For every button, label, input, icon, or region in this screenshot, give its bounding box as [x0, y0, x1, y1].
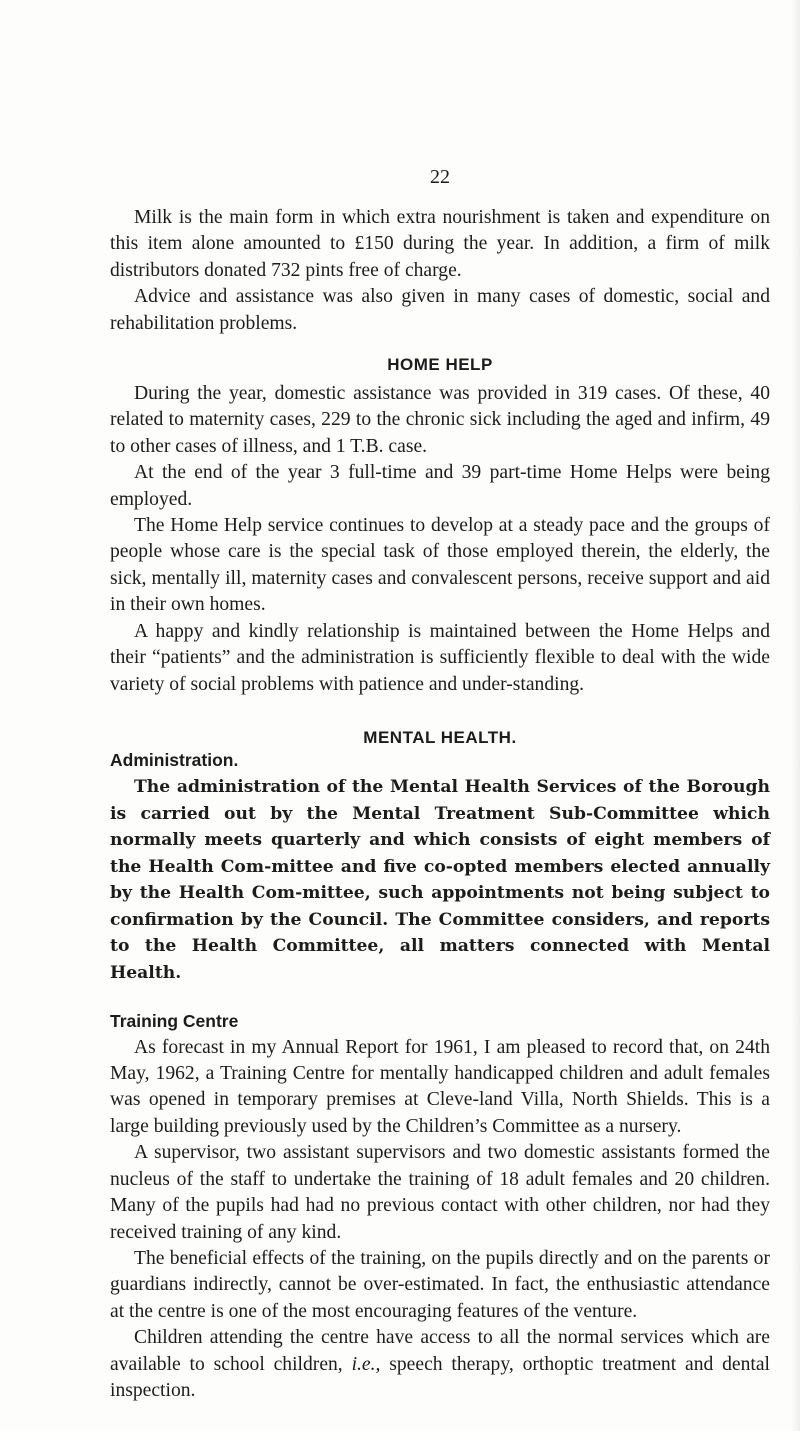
home-help-paragraph-cases: During the year, domestic assistance was provided in 319 cases. Of these, 40 related to maternity cases, 229 to the chronic sick including the aged and infirm, 49 to other cases of illness, and 1 T.B. case. — [110, 383, 770, 457]
administration-subheading: Administration. — [110, 749, 239, 770]
document-page — [110, 166, 770, 1404]
home-help-paragraph-service: The Home Help service continues to develop at a steady pace and the groups of people whose care is the special task of those employed therein, the elderly, the sick, mentally ill, maternity cases and convalescent persons, receive support and aid in their own homes. — [110, 515, 770, 616]
training-centre-paragraph-services — [110, 1325, 770, 1404]
home-help-paragraph-relationship: A happy and kindly relationship is maintained between the Home Helps and their “patients” and the administration is sufficiently flexible to deal with the wide variety of social problems with patience and under-standing. — [110, 620, 770, 695]
services-text-before: Children attending the centre have access to all the normal services which are available to school children, — [110, 1327, 770, 1375]
page-number: 22 — [430, 166, 450, 188]
training-centre-paragraph-staff: A supervisor, two assistant supervisors and two domestic assistants formed the nucleus of the staff to undertake the training of 18 adult females and 20 children. Many of the pupils had had no previous contact with other children, nor had they received training of any kind. — [110, 1142, 770, 1243]
intro-paragraph-milk: Milk is the main form in which extra nourishment is taken and expenditure on this item alone amounted to £150 during the year. In addition, a firm of milk distributors donated 732 pints free of charge. — [110, 207, 770, 281]
page-edge-shadow — [792, 0, 800, 1431]
home-help-paragraph-staff: At the end of the year 3 full-time and 39 part-time Home Helps were being employed. — [110, 462, 770, 510]
intro-paragraph-advice: Advice and assistance was also given in many cases of domestic, social and rehabilitation problems. — [110, 286, 770, 334]
training-centre-paragraph-opening: As forecast in my Annual Report for 1961, I am pleased to record that, on 24th May, 1962, a Training Centre for mentally handicapped children and adult females was opened in temporary premises at Cleve-land Villa, North Shields. This is a large building previously used by the Children’s Committee as a nursery. — [110, 1036, 770, 1137]
mental-health-heading: MENTAL HEALTH. — [363, 727, 517, 747]
services-text-italic: i.e., — [351, 1353, 381, 1375]
services-text-after: speech therapy, orthoptic treatment and dental inspection. — [110, 1353, 770, 1401]
training-centre-subheading: Training Centre — [110, 1010, 239, 1031]
training-centre-paragraph-effects: The beneficial effects of the training, on the pupils directly and on the parents or guardians indirectly, cannot be over-estimated. In fact, the enthusiastic attendance at the centre is one of the most encouraging features of the venture. — [110, 1247, 770, 1322]
home-help-heading: HOME HELP — [387, 355, 493, 375]
administration-paragraph: The administration of the Mental Health Services of the Borough is carried out by the Mental Treatment Sub-Committee which normally meets quarterly and which consists of eight members of the Health Com-mittee and five co-opted members elected annually by the Health Com-mittee, such appointments not being subject to confirmation by the Council. The Committee considers, and reports to the Health Committee, all matters connected with Mental Health. — [110, 776, 770, 984]
